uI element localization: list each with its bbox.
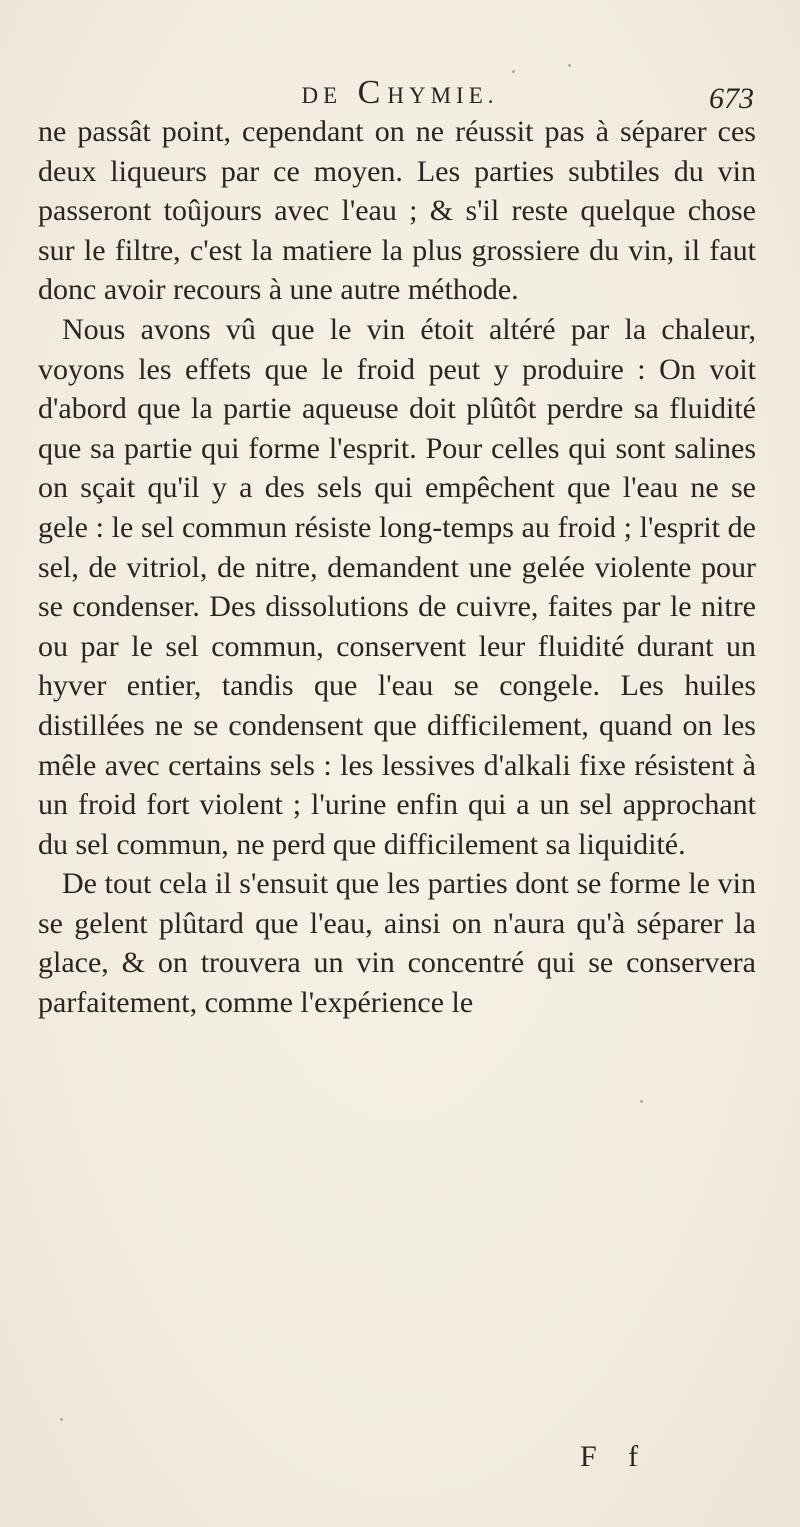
paragraph-1: ne passât point, cependant on ne réussit pas à séparer ces deux liqueurs par ce moyen. Les parties subtiles du vin passeront toûjours avec l'eau ; & s'il reste quelque chose sur le filtre, c'est la matiere la plus grossiere du vin, il faut donc avoir recours à une autre méthode. xyxy=(38,115,756,307)
page-header xyxy=(40,68,760,118)
running-head-initial: C xyxy=(357,74,388,111)
running-head-rest: HYMIE. xyxy=(387,83,499,108)
catchword: F f xyxy=(580,1440,651,1473)
paragraph-3: De tout cela il s'ensuit que les parties dont se forme le vin se gelent plûtard que l'eau, ainsi on n'aura qu'à séparer la glace, & on trouvera un vin concentré qui se conservera parfaitement, comme l'expérience le xyxy=(38,867,756,1020)
paragraph-2: Nous avons vû que le vin étoit altéré par la chaleur, voyons les effets que le froid peut y produire : On voit d'abord que la partie aqueuse doit plûtôt perdre sa fluidité que sa partie qui forme l'esprit. Pour celles qui sont salines on sçait qu'il y a des sels qui empêchent que l'eau ne se gele : le sel commun résiste long-temps au froid ; l'esprit de sel, de vitriol, de nitre, demandent une gelée violente pour se condenser. Des dissolutions de cuivre, faites par le nitre ou par le sel commun, conservent leur fluidité durant un hyver entier, tandis que l'eau se congele. Les huiles distillées ne se condensent que difficilement, quand on les mêle avec certains sels : les lessives d'alkali fixe résistent à un froid fort violent ; l'urine enfin qui a un sel approchant du sel commun, ne perd que difficilement sa liquidité. xyxy=(38,312,756,861)
page-number: 673 xyxy=(709,82,754,115)
paper-speck xyxy=(60,1418,63,1421)
body-text xyxy=(38,112,756,1023)
paper-speck xyxy=(640,1100,643,1103)
paper-speck xyxy=(512,70,515,73)
paper-speck xyxy=(568,64,571,67)
running-head xyxy=(40,74,760,112)
running-head-prefix: DE xyxy=(301,83,343,108)
